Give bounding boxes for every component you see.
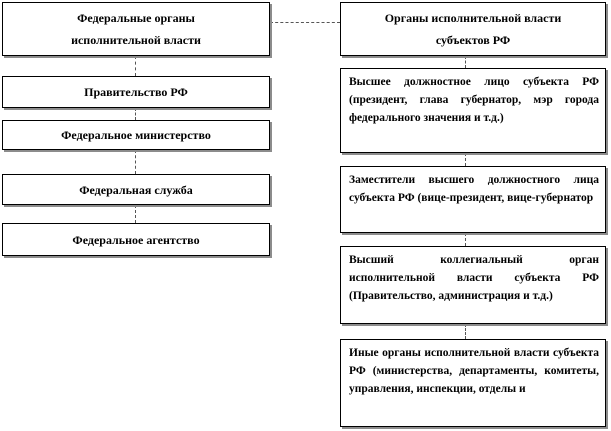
federal-item-label: Федеральное министерство [61, 128, 211, 142]
right-connector-1 [465, 56, 466, 68]
regional-header-text: Органы исполнительной власти субъектов РФ [384, 11, 562, 47]
federal-item-service [2, 174, 270, 205]
federal-item-agency [2, 223, 270, 256]
federal-item-ministry [2, 120, 270, 150]
federal-item-label: Федеральная служба [79, 182, 193, 197]
right-connector-3 [465, 233, 466, 246]
regional-item-text: Иные органы исполнительной власти субъекта РФ (министерства, департаменты, комитеты, управления, инспекции, отделы и [349, 347, 599, 395]
left-connector-1 [135, 56, 136, 76]
federal-item-label: Федеральное агентство [72, 232, 200, 247]
right-connector-4 [465, 324, 466, 339]
regional-item-collegial-body [340, 246, 606, 324]
left-connector-4 [135, 205, 136, 223]
federal-item-government [2, 76, 270, 108]
left-connector-2 [135, 108, 136, 120]
regional-item-text: Высший коллегиальный орган исполнительной власти субъекта РФ (Правительство, администрация и т.д.) [349, 254, 599, 302]
regional-item-text: Заместители высшего должностного лица субъекта РФ (вице-президент, вице-губернатор [349, 174, 599, 204]
right-connector-2 [465, 153, 466, 166]
regional-item-deputies [340, 166, 606, 233]
federal-header-text: Федеральные органы исполнительной власти [71, 11, 201, 47]
regional-header-box [340, 2, 606, 56]
regional-item-other-bodies [340, 339, 606, 427]
federal-header-box [2, 2, 270, 56]
left-connector-3 [135, 150, 136, 174]
header-link-line [270, 22, 340, 23]
regional-item-head-official [340, 68, 606, 153]
federal-item-label: Правительство РФ [84, 85, 188, 99]
regional-item-text: Высшее должностное лицо субъекта РФ (президент, глава губернатор, мэр города федерального значения и т.д.) [349, 76, 599, 124]
